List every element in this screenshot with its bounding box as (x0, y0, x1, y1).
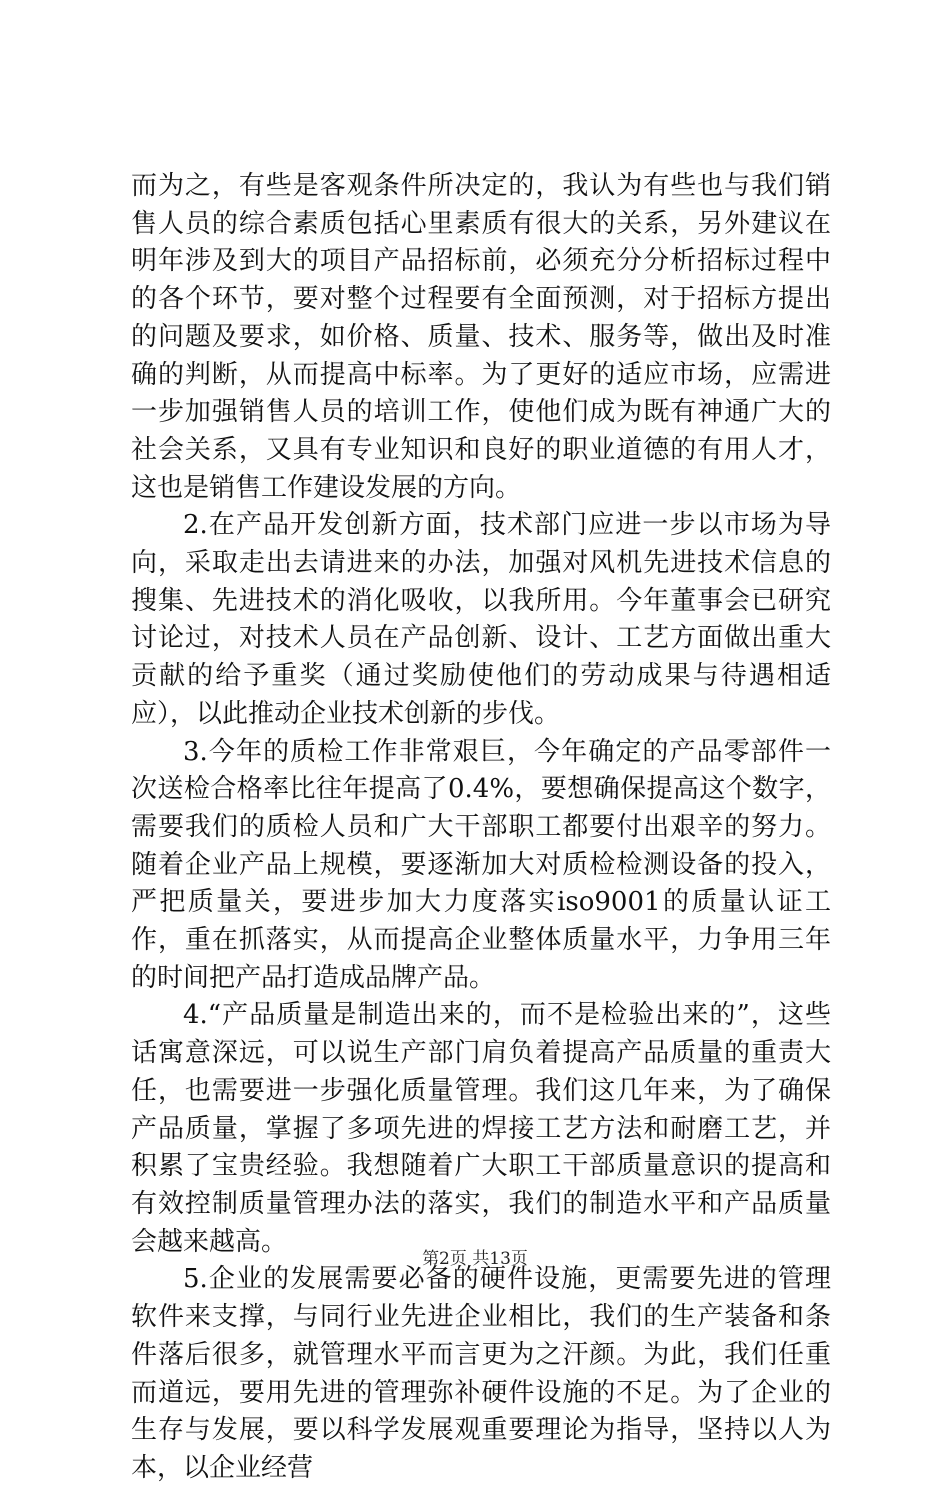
body-text (131, 168, 831, 1488)
paragraph-item-4: 4.“产品质量是制造出来的，而不是检验出来的”，这些话寓意深远，可以说生产部门肩负着提高产品质量的重责大任，也需要进一步强化质量管理。我们这几年来，为了确保产品质量，掌握了多项先进的焊接工艺方法和耐磨工艺，并积累了宝贵经验。我想随着广大职工干部质量意识的提高和有效控制质量管理办法的落实，我们的制造水平和产品质量会越来越高。 (131, 1000, 831, 1257)
paragraph-item-3: 3.今年的质检工作非常艰巨，今年确定的产品零部件一次送检合格率比往年提高了0.4%，要想确保提高这个数字，需要我们的质检人员和广大干部职工都要付出艰辛的努力。随着企业产品上规模，要逐渐加大对质检检测设备的投入，严把质量关，要进步加大力度落实iso9001的质量认证工作，重在抓落实，从而提高企业整体质量水平，力争用三年的时间把产品打造成品牌产品。 (131, 736, 831, 993)
page-number-footer: 第2页 共13页 (422, 1249, 528, 1269)
paragraph-item-5: 5.企业的发展需要必备的硬件设施，更需要先进的管理软件来支撑，与同行业先进企业相比，我们的生产装备和条件落后很多，就管理水平而言更为之汗颜。为此，我们任重而道远，要用先进的管理弥补硬件设施的不足。为了企业的生存与发展，要以科学发展观重要理论为指导，坚持以人为本，以企业经营 (131, 1264, 831, 1483)
paragraph-item-2: 2.在产品开发创新方面，技术部门应进一步以市场为导向，采取走出去请进来的办法，加强对风机先进技术信息的搜集、先进技术的消化吸收，以我所用。今年董事会已研究讨论过，对技术人员在产品创新、设计、工艺方面做出重大贡献的给予重奖（通过奖励使他们的劳动成果与待遇相适应），以此推动企业技术创新的步伐。 (131, 510, 831, 729)
paragraph-continuation: 而为之，有些是客观条件所决定的，我认为有些也与我们销售人员的综合素质包括心里素质有很大的关系，另外建议在明年涉及到大的项目产品招标前，必须充分分析招标过程中的各个环节，要对整个过程要有全面预测，对于招标方提出的问题及要求，如价格、质量、技术、服务等，做出及时准确的判断，从而提高中标率。为了更好的适应市场，应需进一步加强销售人员的培训工作，使他们成为既有神通广大的社会关系，又具有专业知识和良好的职业道德的有用人才，这也是销售工作建设发展的方向。 (131, 171, 831, 503)
